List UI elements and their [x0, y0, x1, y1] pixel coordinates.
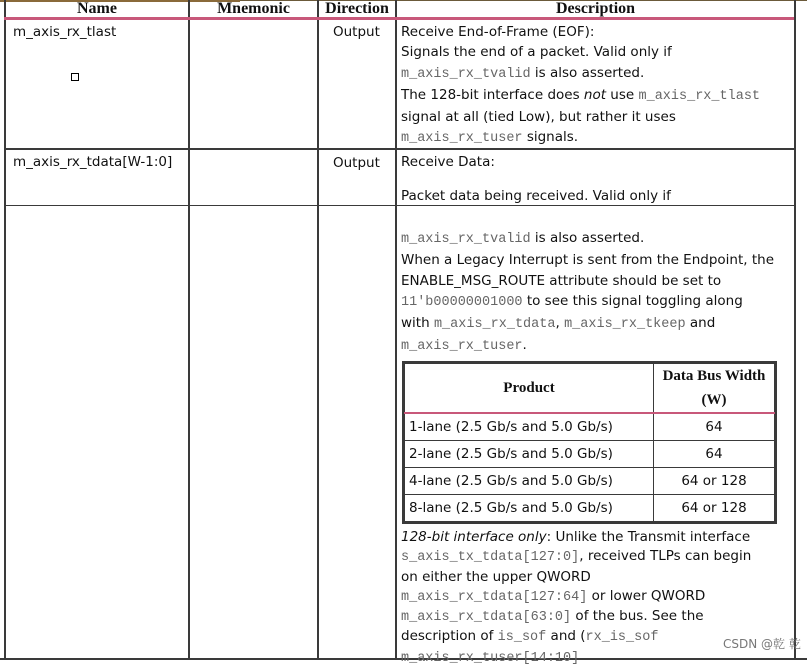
column-divider [395, 0, 397, 660]
header-name: Name [77, 0, 117, 17]
signal-description: Receive Data: Packet data being received. Valid only if [401, 154, 671, 205]
table-row: 2-lane (2.5 Gb/s and 5.0 Gb/s) 64 [405, 441, 775, 468]
header-product: Product [405, 364, 654, 414]
table-row: 1-lane (2.5 Gb/s and 5.0 Gb/s) 64 [405, 413, 775, 441]
selection-handle-icon[interactable] [71, 73, 79, 81]
header-direction: Direction [325, 0, 389, 17]
watermark: CSDN @乾 乾 [723, 637, 801, 651]
signal-name: m_axis_rx_tdata[W-1:0] [13, 154, 173, 170]
signal-name: m_axis_rx_tlast [13, 24, 117, 40]
column-divider [4, 0, 6, 660]
column-divider [794, 0, 796, 660]
column-divider [188, 0, 190, 660]
table-row: 8-lane (2.5 Gb/s and 5.0 Gb/s) 64 or 128 [405, 495, 775, 522]
header-mnemonic: Mnemonic [217, 0, 290, 17]
table-row: 4-lane (2.5 Gb/s and 5.0 Gb/s) 64 or 128 [405, 468, 775, 495]
signal-direction: Output [333, 155, 380, 171]
header-data-bus-width: Data Bus Width (W) [654, 364, 775, 414]
signal-description: Receive End-of-Frame (EOF): Signals the end of a packet. Valid only if m_axis_rx_tvalid is also asserted. The 128-bit interface does not use m_axis_rx_tlast signal at all (tied Low), but rather it uses m_axis_rx_tuser signals. [401, 24, 761, 147]
bus-width-table [402, 361, 777, 524]
signal-direction: Output [333, 24, 380, 40]
interface-note: 128-bit interface only: Unlike the Transmit interface s_axis_tx_tdata[127:0], received TLPs can begin on either the upper QWORD m_axis_rx_tdata[127:64] or lower QWORD m_axis_rx_tdata[63:0] of the bus. See the description of is_sof and (rx_is_sof m_axis_rx_tuser[14:10] [401, 529, 752, 666]
column-divider [317, 0, 319, 660]
header-description: Description [555, 0, 636, 17]
header-rule [4, 17, 794, 20]
signal-description-continued: m_axis_rx_tvalid is also asserted. When a Legacy Interrupt is sent from the Endpoint, the ENABLE_MSG_ROUTE attribute should be set to 11'b00000001000 to see this signal toggling along with m_axis_rx_tdata, m_axis_rx_tkeep and m_axis_rx_tuser. [401, 230, 774, 355]
